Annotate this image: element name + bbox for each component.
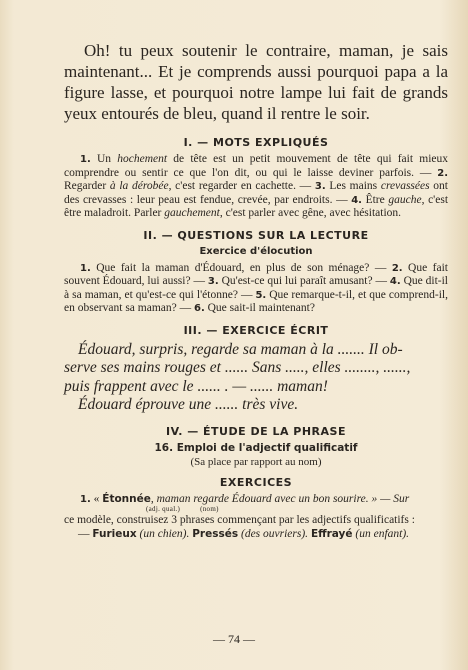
section-subheading: Exercice d'élocution — [199, 245, 313, 257]
questions-paragraph — [64, 262, 448, 316]
exercise-line — [64, 493, 448, 507]
section-mots-expliques — [64, 136, 448, 221]
text-line: Édouard éprouve une ...... très vive. — [78, 396, 299, 413]
annotation-adj: (adj. qual.) — [146, 505, 181, 513]
text: Qu'est-ce qui lui paraît amusant? — — [218, 275, 390, 287]
italic-term: (des ouvriers). — [238, 527, 311, 540]
text: Que remarque-t-il, et que comprend-il, en observant sa maman? — — [64, 288, 449, 314]
bold-term: Pressés — [192, 527, 239, 540]
item-number: 3. — [314, 181, 326, 192]
item-number: 2. — [437, 167, 448, 179]
item-number: 5. — [255, 289, 267, 301]
section-questions — [64, 229, 448, 316]
text: « — [90, 492, 103, 505]
italic-term: maman — [156, 492, 191, 505]
section-heading: IV. — ÉTUDE DE LA PHRASE — [166, 424, 346, 438]
text: Être — [361, 193, 389, 206]
section-etude-phrase — [64, 425, 448, 542]
intro-paragraph: Oh! tu peux soutenir le contraire, maman, je sais maintenant... Et je comprends aussi pourquoi papa a la figure lasse, et pourquoi notre lampe lui fait de grands yeux entourés de bleu, quand il rentre le soir. — [64, 41, 448, 123]
italic-term: (un chien). — [136, 527, 193, 540]
item-number: 4. — [351, 194, 362, 206]
text: de tête est un petit mouvement de tête qui fait mieux comprendre ou sentir ce que l'on dit, ou qui le laisse deviner parfois. — — [64, 153, 448, 179]
italic-term: à la dérobée — [109, 180, 169, 192]
definitions-paragraph — [64, 153, 448, 221]
text: Un — [90, 153, 118, 165]
text: , — [150, 492, 157, 505]
text: , c'est être maladroit. Parler — [64, 193, 449, 219]
italic-term: hochement — [117, 153, 168, 165]
item-number: 1. — [80, 154, 91, 165]
italic-term: (un enfant). — [352, 527, 410, 540]
italic-term: gauchement — [164, 207, 220, 219]
section-heading: III. — EXERCICE ÉCRIT — [183, 323, 329, 337]
text-line: Édouard, surpris, regarde sa maman à la ....... Il ob- — [78, 340, 403, 358]
lesson-note: (Sa place par rapport au nom) — [190, 455, 322, 468]
item-number: 6. — [193, 303, 205, 314]
item-number: 2. — [391, 262, 403, 274]
exercises-heading: EXERCICES — [219, 475, 293, 489]
item-number: 1. — [80, 493, 91, 505]
text: — — [78, 527, 93, 540]
section-heading: I. — MOTS EXPLIQUÉS — [183, 136, 329, 149]
text: regarde Édouard avec un bon sourire. » — Sur — [190, 492, 410, 505]
text: ont des crevasses : leur peau est fendue, crevée, par endroits. — — [64, 180, 448, 206]
exercise-line: ce modèle, construisez 3 phrases commençant par les adjectifs qualificatifs : — [64, 514, 415, 526]
item-number: 4. — [389, 276, 401, 287]
exercise-line — [64, 528, 448, 542]
text: Regarder — [64, 180, 110, 192]
text-line: serve ses mains rouges et ...... Sans ....., elles ........, ......, — [64, 359, 411, 376]
italic-term: crevassées — [380, 180, 430, 192]
section-heading: II. — QUESTIONS SUR LA LECTURE — [143, 228, 369, 242]
text: Que sait-il maintenant? — [204, 302, 315, 314]
italic-term: gauche — [388, 193, 422, 206]
bold-term: Furieux — [92, 527, 137, 540]
text: , c'est regarder en cachette. — — [168, 180, 315, 192]
section-exercice-ecrit — [64, 324, 448, 415]
bold-term: Effrayé — [310, 527, 353, 540]
text: Que fait la maman d'Édouard, en plus de son ménage? — — [90, 261, 392, 274]
fill-in-text — [64, 341, 448, 415]
text: , c'est parler avec gêne, avec hésitation. — [219, 207, 402, 219]
text: Que dit-il à sa maman, et qu'est-ce qui l'étonne? — — [64, 275, 448, 301]
lesson-title: 16. Emploi de l'adjectif qualificatif — [154, 441, 358, 454]
grammar-annotation — [64, 505, 448, 513]
text: Les mains — [325, 180, 381, 192]
annotation-nom: (nom) — [200, 505, 219, 513]
item-number: 1. — [80, 262, 91, 274]
item-number: 3. — [207, 276, 219, 287]
bold-term: Étonnée — [102, 492, 151, 505]
page-content — [64, 40, 448, 541]
text-line: puis frappent avec le ...... . — ...... maman! — [64, 377, 328, 395]
text: Que fait souvent Édouard, lui aussi? — — [64, 261, 449, 287]
page-number: — 74 — — [213, 632, 255, 646]
